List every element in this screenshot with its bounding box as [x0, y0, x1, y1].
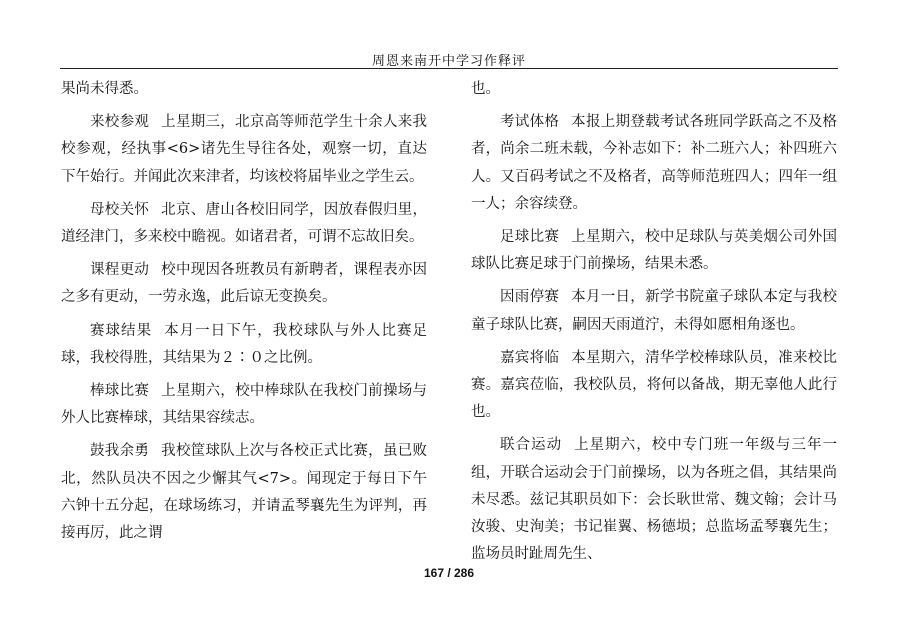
item-title: 鼓我余勇 — [90, 443, 150, 460]
item-text: 本星期六，清华学校棒球队员，准来校比赛。嘉宾莅临，我校队员，将何以备战，期无辜他人此行也。 — [471, 349, 838, 421]
item-title: 足球比赛 — [500, 229, 560, 246]
item-title: 棒球比赛 — [90, 383, 150, 400]
item-text: 本月一日，新学书院童子球队本定与我校童子球队比赛，嗣因天雨道泞，未得如愿相角逐也。 — [471, 289, 838, 333]
item-title: 来校参观 — [90, 114, 150, 131]
header-divider — [60, 68, 838, 69]
continued-text: 果尚未得悉。 — [61, 81, 148, 97]
item-title: 赛球结果 — [90, 322, 153, 339]
running-header: 周恩来南开中学习作释评 — [371, 54, 526, 69]
item-text: 我校筐球队上次与各校正式比赛，虽已败北，然队员决不因之少懈其气<7>。闻现定于每日下午六钟十五分起，在球场练习，并请孟琴襄先生为评判，再接再厉，此之谓 — [61, 443, 428, 542]
news-item — [471, 284, 837, 338]
item-text: 上星期六，校中棒球队在我校门前操场与外人比赛棒球，其结果容续志。 — [61, 383, 428, 427]
news-item — [471, 224, 837, 278]
news-item — [61, 378, 427, 432]
item-text: 上星期六，校中足球队与英美烟公司外国球队比赛足球于门前操场，结果未悉。 — [471, 229, 838, 273]
news-item — [471, 432, 837, 568]
item-text: 校中现因各班教员有新聘者，课程表亦因之多有更动，一劳永逸，此后谅无变换矣。 — [61, 262, 428, 306]
item-title: 嘉宾将临 — [500, 349, 560, 366]
news-item — [61, 197, 427, 251]
item-title: 考试体格 — [500, 114, 560, 131]
item-title: 联合运动 — [500, 437, 563, 454]
item-text: 本报上期登载考试各班同学跃高之不及格者，尚余二班未载，今补志如下：补二班六人；补四班六人。又百码考试之不及格者，高等师范班四人；四年一组一人；余容续登。 — [471, 114, 838, 212]
item-title: 课程更动 — [90, 262, 150, 279]
page-number: 167 / 286 — [423, 566, 475, 580]
news-item — [471, 109, 837, 218]
right-column — [471, 76, 837, 568]
continued-text: 也。 — [471, 81, 500, 97]
item-text: 上星期三，北京高等师范学生十余人来我校参观，经执事<6>诸先生导往各处，观察一切，直达下午始行。并闻此次来津者，均该校将届毕业之学生云。 — [61, 114, 428, 185]
news-item — [61, 438, 427, 547]
item-text: 上星期六，校中专门班一年级与三年一组，开联合运动会于门前操场，以为各班之倡，其结果尚未尽悉。兹记其职员如下：会长耿世常、魏文翰；会计马汝骏、史洵美；书记崔翼、杨德埙；总监场孟琴襄先生；监场员时趾周先生、 — [471, 437, 838, 563]
news-item — [61, 257, 427, 311]
item-text: 本月一日下午，我校球队与外人比赛足球，我校得胜，其结果为２∶０之比例。 — [61, 322, 428, 366]
news-item — [61, 109, 427, 191]
news-item — [471, 345, 837, 427]
item-text: 北京、唐山各校旧同学，因放春假归里，道经津门，多来校中瞻视。如诸君者，可谓不忘故旧矣。 — [61, 201, 428, 246]
left-column — [61, 76, 427, 547]
news-item — [61, 318, 427, 372]
item-title: 因雨停赛 — [500, 289, 560, 306]
item-title: 母校关怀 — [90, 201, 150, 218]
